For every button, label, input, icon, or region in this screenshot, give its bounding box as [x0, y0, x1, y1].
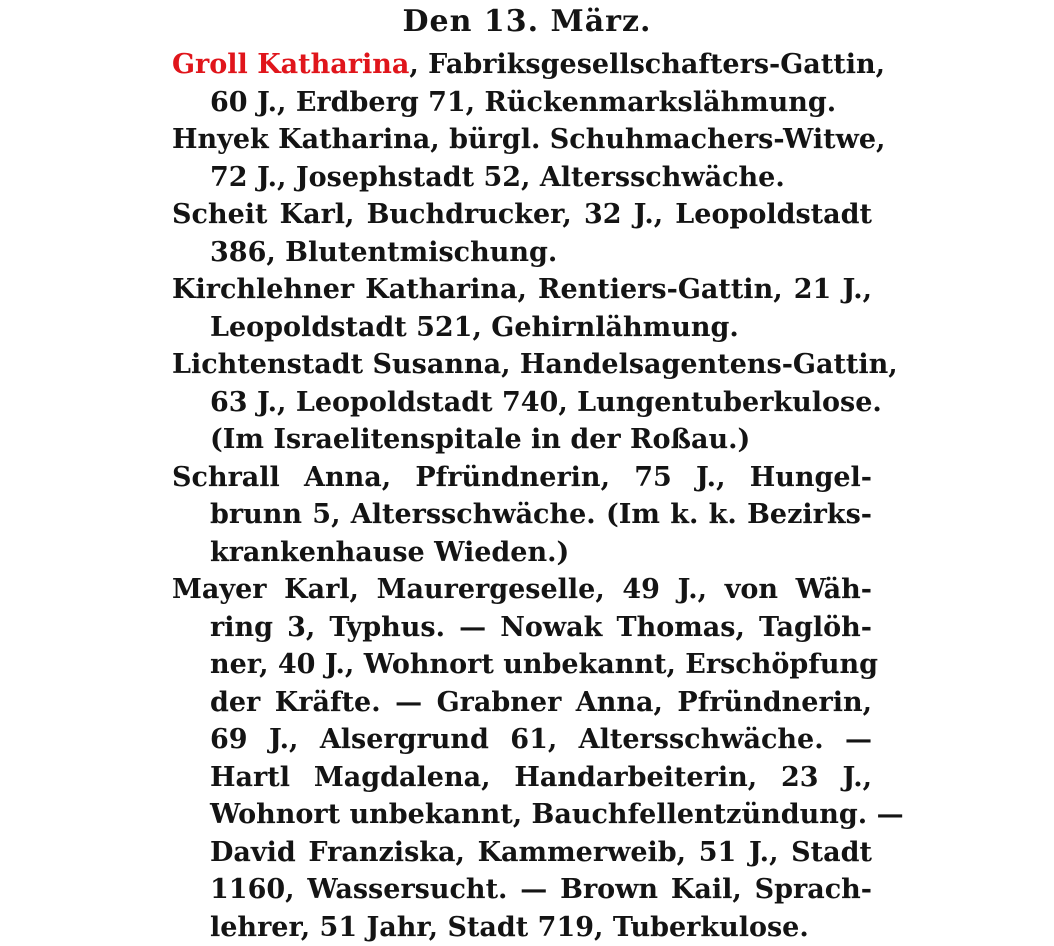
entry-line: lehrer, 51 Jahr, Stadt 719, Tuberkulose. — [172, 909, 872, 946]
entry-scheit-karl — [172, 196, 872, 271]
entry-line: 72 J., Josephstadt 52, Altersschwäche. — [172, 159, 872, 197]
date-heading: Den 13. März. — [0, 4, 1054, 39]
entry-line: Wohnort unbekannt, Bauchfellentzündung. — — [172, 796, 872, 834]
entry-line: Lichtenstadt Susanna, Handelsagentens-Gattin, — [172, 346, 872, 384]
entry-line: brunn 5, Altersschwäche. (Im k. k. Bezirks- — [172, 496, 872, 534]
entry-line: Leopoldstadt 521, Gehirnlähmung. — [172, 309, 872, 347]
entry-line: Scheit Karl, Buchdrucker, 32 J., Leopoldstadt — [172, 196, 872, 234]
entry-line — [172, 46, 872, 84]
entry-line: Hnyek Katharina, bürgl. Schuhmachers-Witwe, — [172, 121, 872, 159]
entry-line: Mayer Karl, Maurergeselle, 49 J., von Wäh- — [172, 571, 872, 609]
entry-kirchlehner-katharina — [172, 271, 872, 346]
entry-line: krankenhause Wieden.) — [172, 534, 872, 572]
entry-line: Kirchlehner Katharina, Rentiers-Gattin, 21 J., — [172, 271, 872, 309]
entry-line-text: , Fabriksgesellschafters-Gattin, — [409, 49, 885, 80]
entry-lichtenstadt-susanna — [172, 346, 872, 459]
entry-groll-katharina — [172, 46, 872, 121]
entry-schrall-anna — [172, 459, 872, 572]
entry-line: 60 J., Erdberg 71, Rückenmarkslähmung. — [172, 84, 872, 122]
entry-mayer-karl-and-others — [172, 571, 872, 946]
entry-line: der Kräfte. — Grabner Anna, Pfründnerin, — [172, 684, 872, 722]
entry-line: ring 3, Typhus. — Nowak Thomas, Taglöh- — [172, 609, 872, 647]
entry-line: 63 J., Leopoldstadt 740, Lungentuberkulose. — [172, 384, 872, 422]
death-register-list — [172, 46, 872, 946]
entry-line: (Im Israelitenspitale in der Roßau.) — [172, 421, 872, 459]
entry-line: Hartl Magdalena, Handarbeiterin, 23 J., — [172, 759, 872, 797]
entry-line: Schrall Anna, Pfründnerin, 75 J., Hungel- — [172, 459, 872, 497]
entry-line: ner, 40 J., Wohnort unbekannt, Erschöpfung — [172, 646, 872, 684]
entry-line: David Franziska, Kammerweib, 51 J., Stadt — [172, 834, 872, 872]
entry-line: 386, Blutentmischung. — [172, 234, 872, 272]
entry-hnyek-katharina — [172, 121, 872, 196]
highlighted-name: Groll Katharina — [172, 49, 409, 80]
entry-line: 69 J., Alsergrund 61, Altersschwäche. — — [172, 721, 872, 759]
entry-line: 1160, Wassersucht. — Brown Kail, Sprach- — [172, 871, 872, 909]
